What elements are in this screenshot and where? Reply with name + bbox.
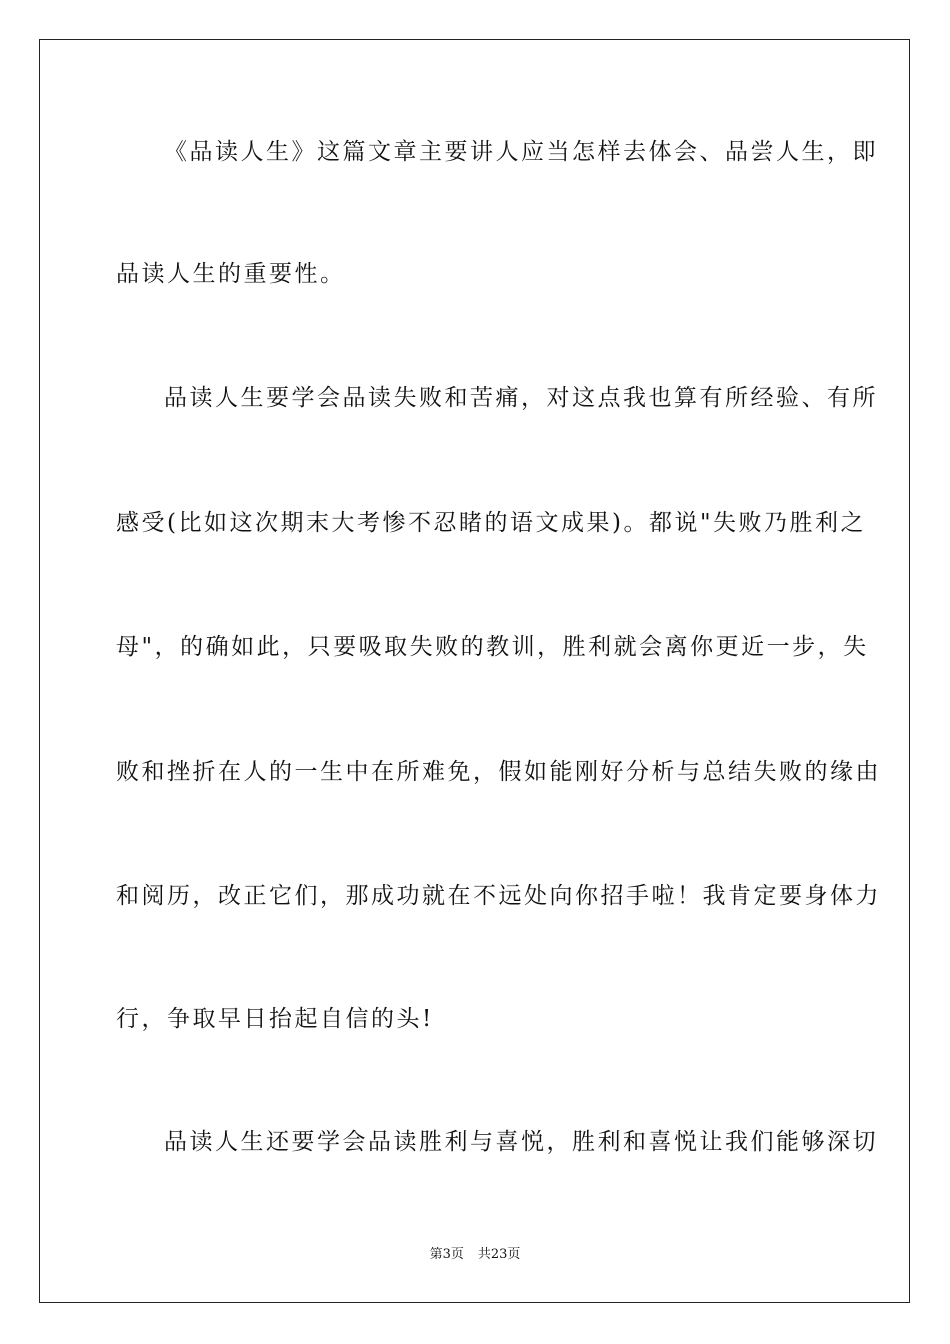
- paragraph-1-line-2: 品读人生的重要性。: [116, 261, 346, 287]
- paragraph-2-line-2: 感受(比如这次期末大考惨不忍睹的语文成果)。都说"失败乃胜利之: [116, 510, 867, 536]
- paragraph-2-line-3: 母"，的确如此，只要吸取失败的教训，胜利就会离你更近一步，失: [116, 634, 869, 660]
- paragraph-2-line-5: 和阅历，改正它们，那成功就在不远处向你招手啦！我肯定要身体力: [116, 883, 881, 909]
- page-number-total: 共23页: [477, 1247, 521, 1262]
- page-footer: [0, 1245, 950, 1265]
- paragraph-1-line-1: 《品读人生》这篇文章主要讲人应当怎样去体会、品尝人生，即: [164, 139, 878, 165]
- paragraph-2-line-4: 败和挫折在人的一生中在所难免，假如能刚好分析与总结失败的缘由: [116, 759, 881, 785]
- page-number-current: 第3页: [429, 1247, 464, 1262]
- page-frame: [39, 39, 910, 1303]
- paragraph-2-line-1: 品读人生要学会品读失败和苦痛，对这点我也算有所经验、有所: [164, 385, 878, 411]
- paragraph-2-line-6: 行，争取早日抬起自信的头!: [116, 1006, 434, 1032]
- paragraph-3-line-1: 品读人生还要学会品读胜利与喜悦，胜利和喜悦让我们能够深切: [164, 1129, 878, 1155]
